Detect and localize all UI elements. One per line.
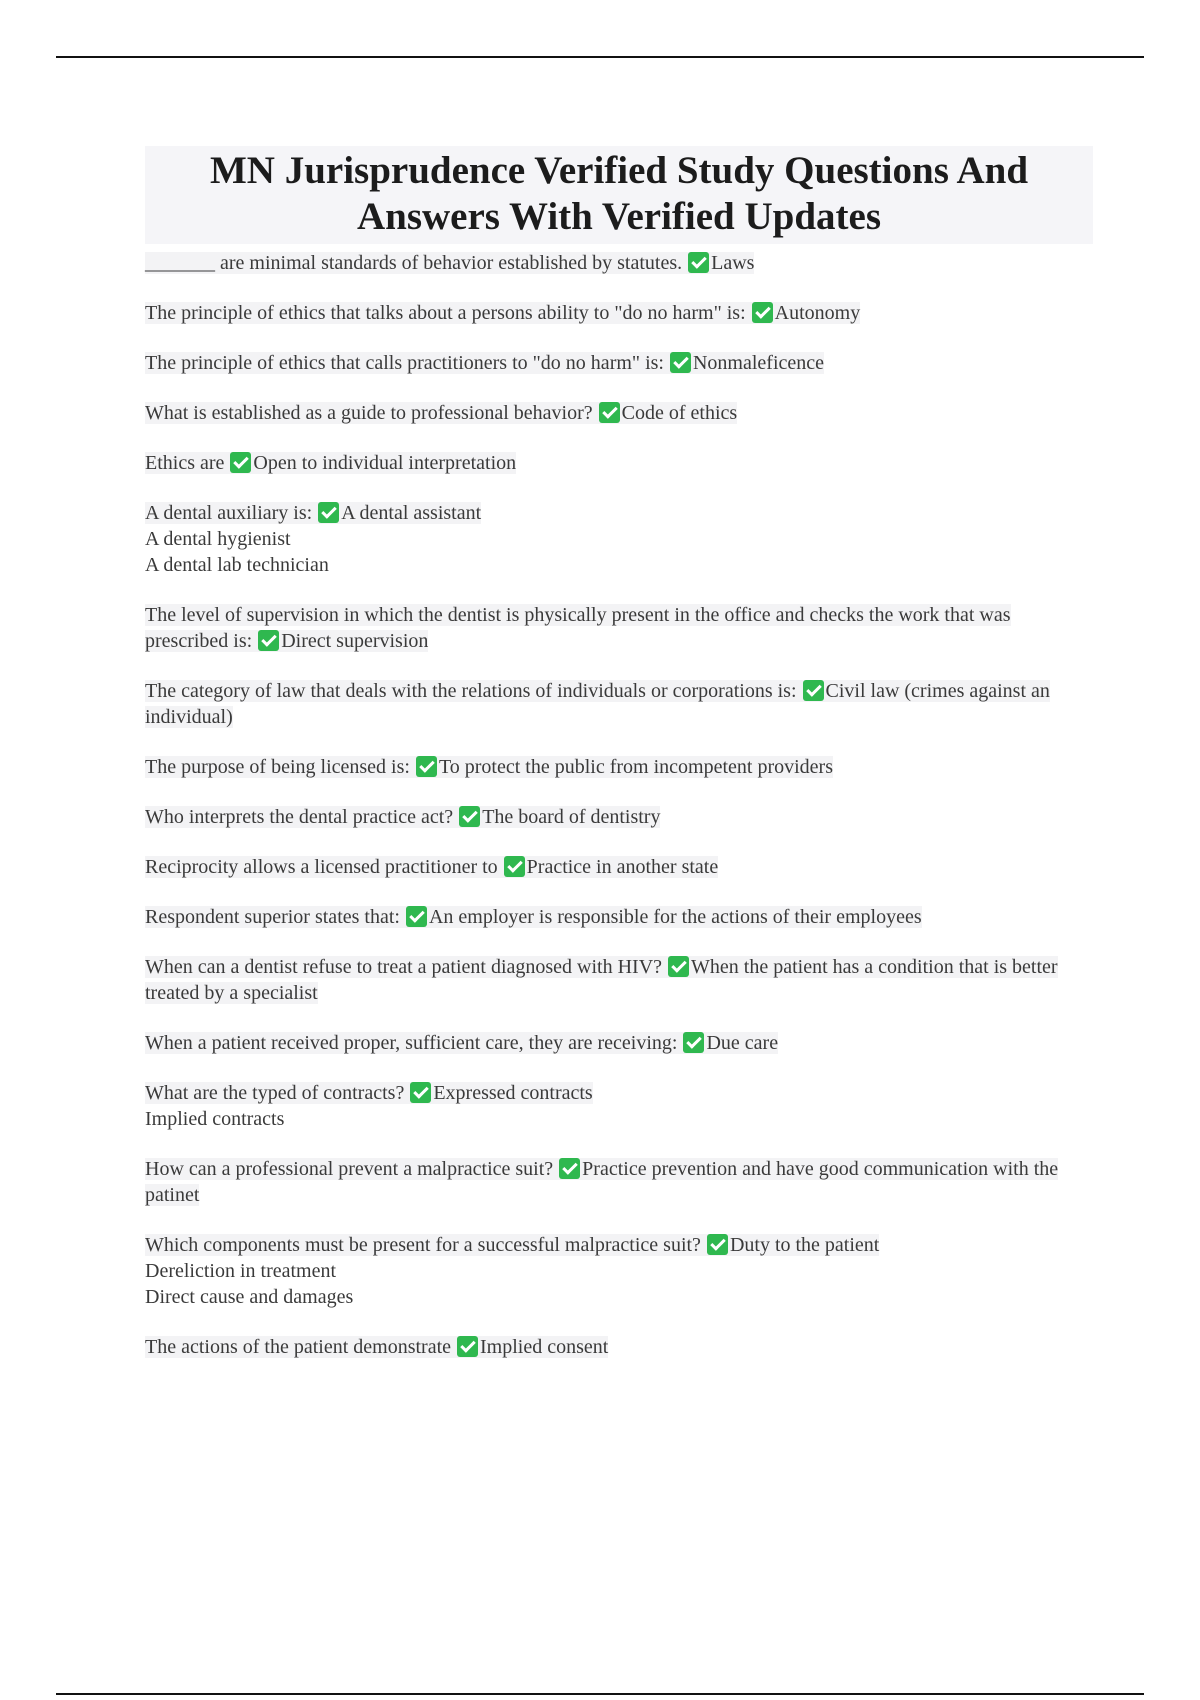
answer-text: Expressed contracts	[433, 1082, 593, 1104]
answer-text: To protect the public from incompetent providers	[438, 756, 833, 778]
top-rule	[56, 56, 1144, 58]
check-icon	[504, 856, 525, 877]
question-text: Which components must be present for a successful malpractice suit?	[145, 1234, 701, 1256]
answer-text: The board of dentistry	[482, 806, 661, 828]
answer-text: Direct supervision	[281, 630, 429, 652]
check-icon	[406, 906, 427, 927]
qa-item	[145, 854, 1093, 880]
answer-extra-line: A dental lab technician	[145, 554, 329, 576]
qa-item	[145, 350, 1093, 376]
check-icon	[707, 1234, 728, 1255]
answer-text: Implied consent	[480, 1336, 609, 1358]
answer-text: Open to individual interpretation	[253, 452, 517, 474]
answer-text: Due care	[706, 1032, 779, 1054]
answer-text: Duty to the patient	[729, 1234, 880, 1256]
document-body	[145, 146, 1093, 1384]
qa-line	[145, 1158, 1058, 1206]
qa-line	[145, 1032, 778, 1054]
answer-extra-line: Dereliction in treatment	[145, 1260, 337, 1282]
answer-text: Nonmaleficence	[692, 352, 825, 374]
qa-line	[145, 806, 660, 828]
qa-item	[145, 1232, 1093, 1310]
answer-extra-line: A dental hygienist	[145, 528, 291, 550]
answer-text: Code of ethics	[621, 402, 738, 424]
qa-line	[145, 1336, 608, 1358]
qa-item	[145, 1156, 1093, 1208]
document-title: MN Jurisprudence Verified Study Questions And Answers With Verified Updates	[145, 146, 1093, 244]
qa-item	[145, 400, 1093, 426]
check-icon	[670, 352, 691, 373]
check-icon	[803, 680, 824, 701]
question-text: The level of supervision in which the dentist is physically present in the office and checks the work that was prescribed is:	[145, 604, 1011, 652]
qa-line	[145, 956, 1058, 1004]
answer-text: Laws	[711, 252, 755, 274]
qa-line	[145, 302, 860, 324]
question-text: _______ are minimal standards of behavior established by statutes.	[145, 252, 683, 274]
check-icon	[457, 1336, 478, 1357]
answer-text: Civil law (crimes against an individual)	[145, 680, 1050, 728]
check-icon	[318, 502, 339, 523]
qa-item	[145, 450, 1093, 476]
qa-line	[145, 402, 737, 424]
check-icon	[258, 630, 279, 651]
question-text: Ethics are	[145, 452, 225, 474]
check-icon	[559, 1158, 580, 1179]
qa-line	[145, 680, 1050, 728]
question-text: Who interprets the dental practice act?	[145, 806, 454, 828]
qa-item	[145, 754, 1093, 780]
question-text: When can a dentist refuse to treat a patient diagnosed with HIV?	[145, 956, 663, 978]
qa-item	[145, 500, 1093, 578]
check-icon	[668, 956, 689, 977]
qa-item	[145, 904, 1093, 930]
check-icon	[752, 302, 773, 323]
answer-extra-line: Direct cause and damages	[145, 1286, 354, 1308]
question-text: The category of law that deals with the relations of individuals or corporations is:	[145, 680, 797, 702]
question-text: The purpose of being licensed is:	[145, 756, 410, 778]
check-icon	[230, 452, 251, 473]
qa-list	[145, 250, 1093, 1360]
qa-line	[145, 352, 824, 374]
answer-text: Practice in another state	[526, 856, 719, 878]
answer-text: A dental assistant	[341, 502, 482, 524]
question-text: What is established as a guide to professional behavior?	[145, 402, 593, 424]
answer-text: Practice prevention and have good communication with the patinet	[145, 1158, 1059, 1206]
bottom-rule	[56, 1693, 1144, 1695]
check-icon	[459, 806, 480, 827]
qa-line	[145, 452, 516, 474]
qa-item	[145, 1030, 1093, 1056]
check-icon	[416, 756, 437, 777]
qa-item	[145, 602, 1093, 654]
question-text: When a patient received proper, sufficient care, they are receiving:	[145, 1032, 678, 1054]
check-icon	[683, 1032, 704, 1053]
question-text: The principle of ethics that calls practitioners to "do no harm" is:	[145, 352, 664, 374]
answer-extra-line: Implied contracts	[145, 1108, 285, 1130]
qa-line	[145, 856, 718, 878]
qa-line	[145, 502, 481, 524]
question-text: The actions of the patient demonstrate	[145, 1336, 452, 1358]
question-text: How can a professional prevent a malpractice suit?	[145, 1158, 554, 1180]
question-text: The principle of ethics that talks about a persons ability to "do no harm" is:	[145, 302, 746, 324]
qa-item	[145, 1334, 1093, 1360]
check-icon	[599, 402, 620, 423]
qa-item	[145, 804, 1093, 830]
answer-text: When the patient has a condition that is better treated by a specialist	[145, 956, 1058, 1004]
check-icon	[688, 252, 709, 273]
qa-item	[145, 250, 1093, 276]
question-text: Respondent superior states that:	[145, 906, 400, 928]
qa-line	[145, 1234, 879, 1256]
qa-item	[145, 954, 1093, 1006]
answer-text: An employer is responsible for the actions of their employees	[428, 906, 922, 928]
qa-line	[145, 756, 833, 778]
question-text: What are the typed of contracts?	[145, 1082, 405, 1104]
qa-item	[145, 1080, 1093, 1132]
qa-line	[145, 906, 922, 928]
question-text: A dental auxiliary is:	[145, 502, 313, 524]
question-text: Reciprocity allows a licensed practitioner to	[145, 856, 498, 878]
qa-line	[145, 1082, 593, 1104]
check-icon	[410, 1082, 431, 1103]
answer-text: Autonomy	[774, 302, 861, 324]
qa-line	[145, 252, 754, 274]
qa-item	[145, 300, 1093, 326]
qa-item	[145, 678, 1093, 730]
qa-line	[145, 604, 1011, 652]
